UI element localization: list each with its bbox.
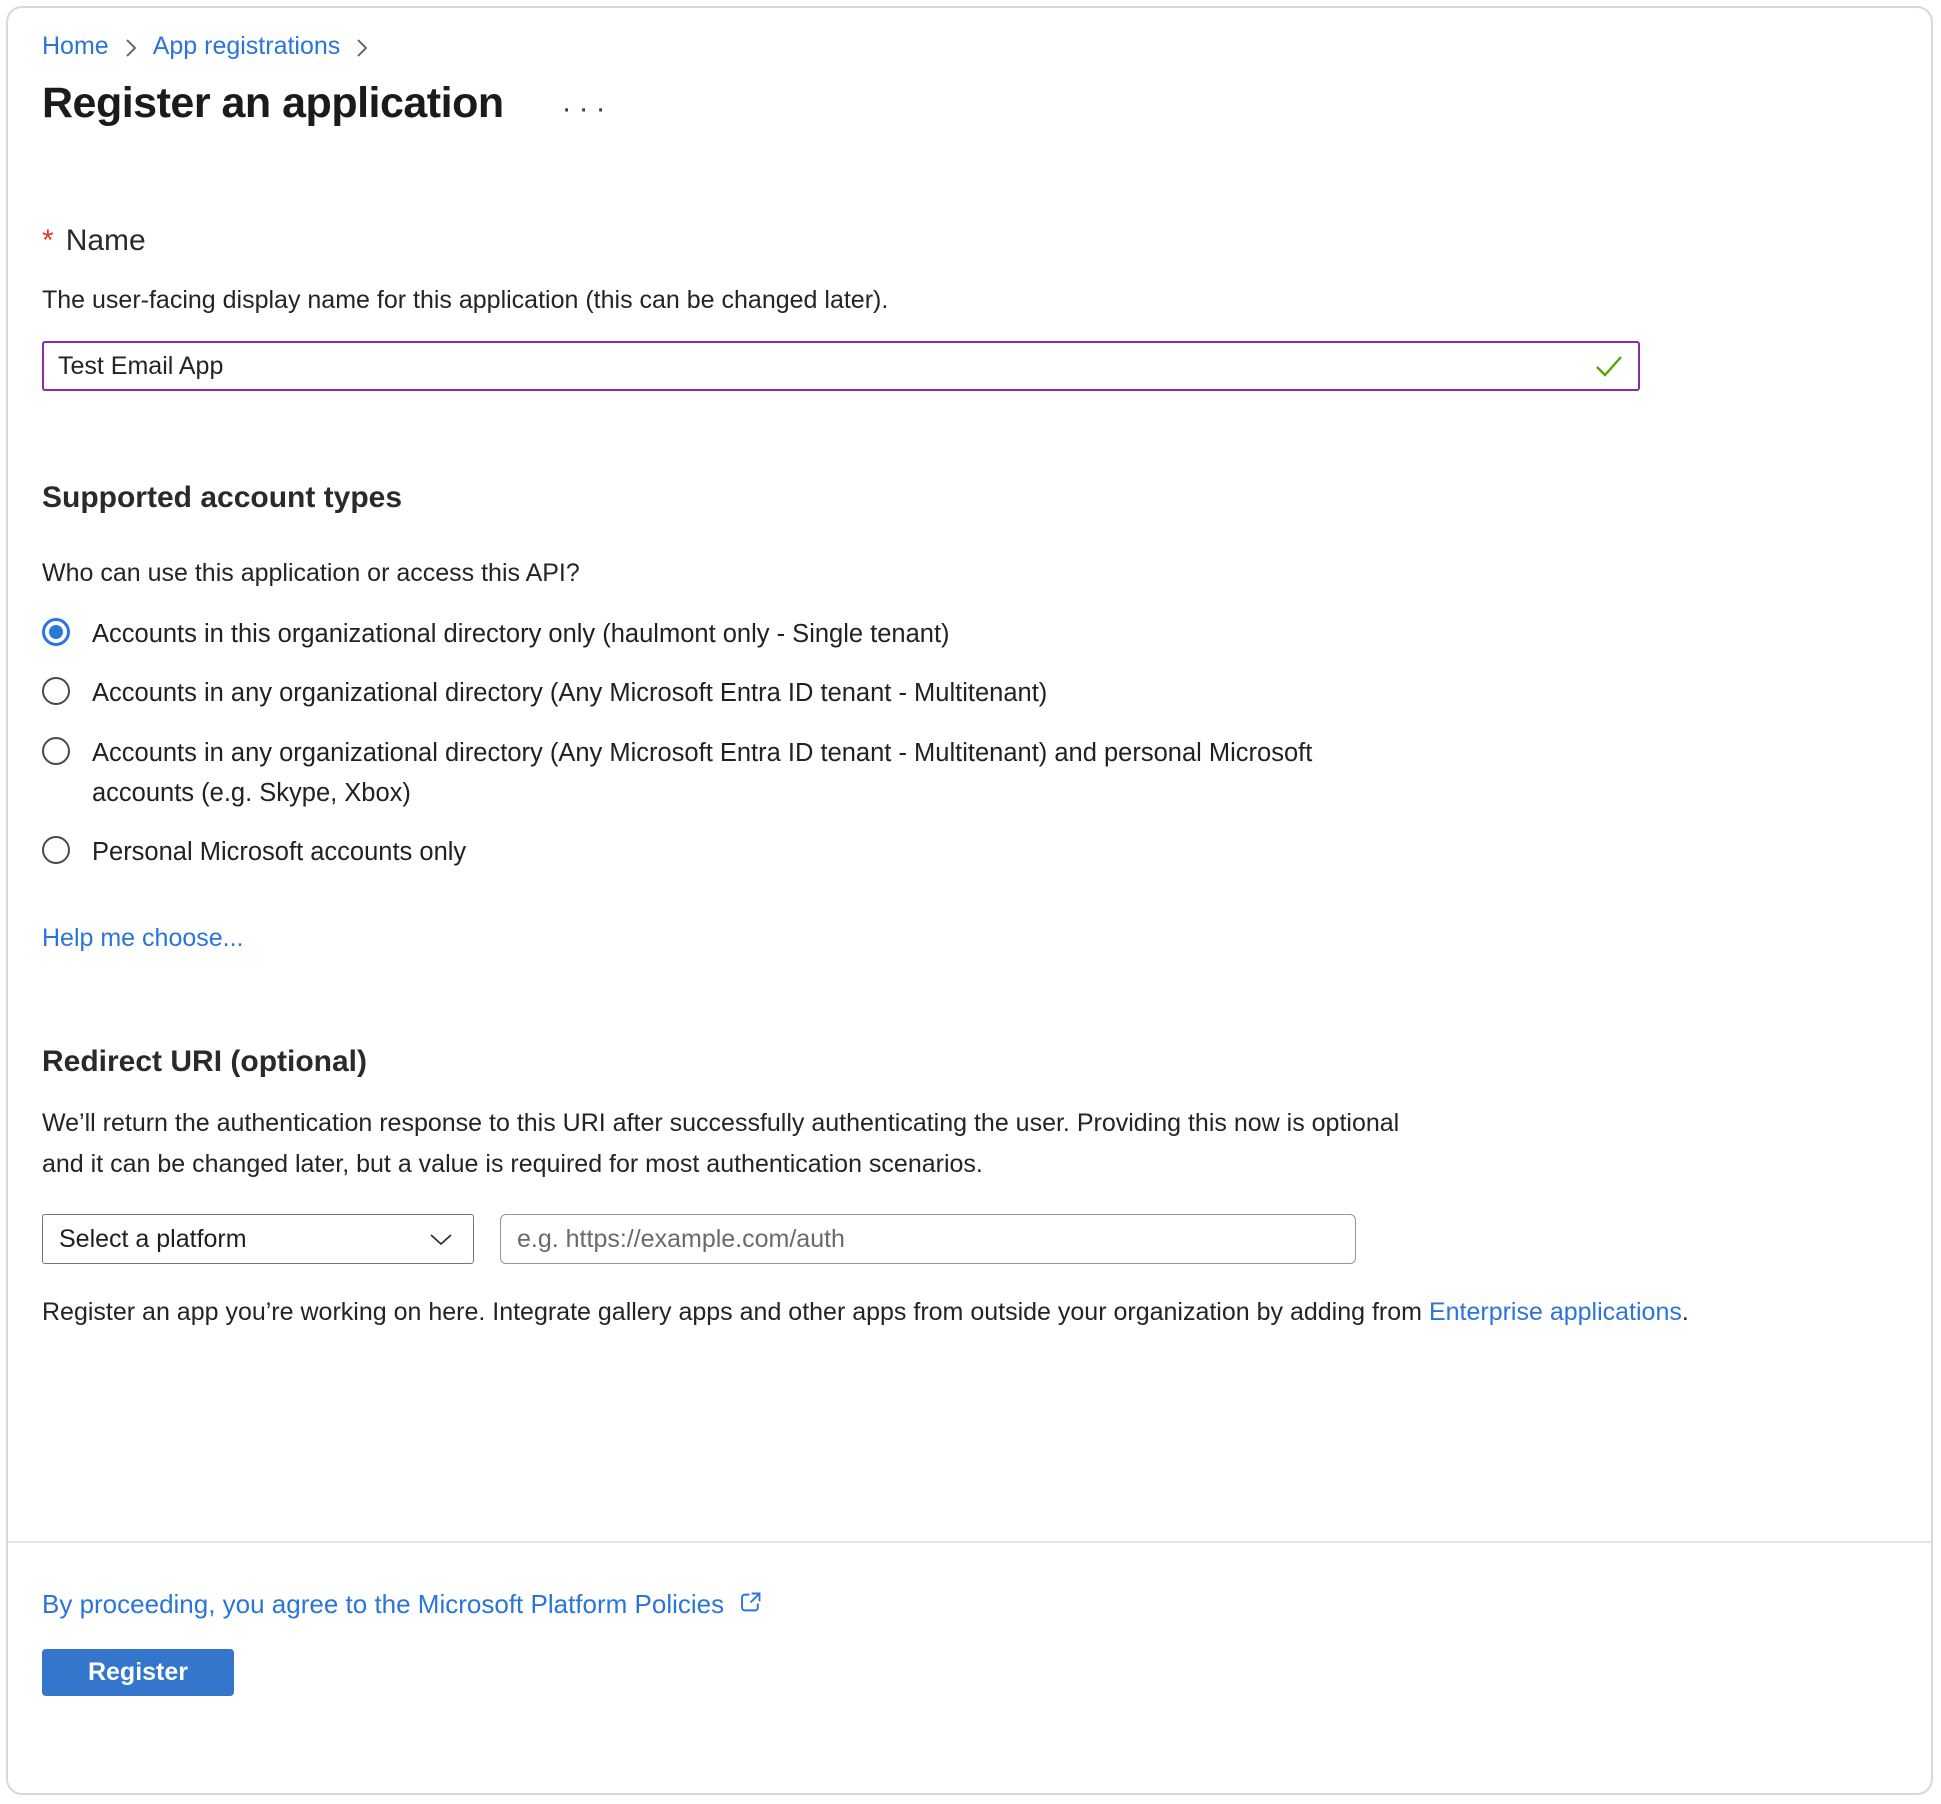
name-section bbox=[42, 224, 1897, 391]
radio-button-icon[interactable] bbox=[42, 737, 70, 765]
enterprise-note-period: . bbox=[1681, 1298, 1689, 1327]
redirect-uri-heading: Redirect URI (optional) bbox=[42, 1045, 368, 1079]
redirect-uri-input[interactable] bbox=[500, 1214, 1356, 1264]
redirect-uri-section bbox=[42, 1045, 1897, 1327]
radio-option-label: Accounts in any organizational directory (Any Microsoft Entra ID tenant - Multitenant) bbox=[92, 679, 1048, 708]
radio-button-icon[interactable] bbox=[42, 618, 70, 646]
breadcrumb-home-link[interactable]: Home bbox=[42, 32, 109, 60]
enterprise-applications-link[interactable]: Enterprise applications bbox=[1428, 1298, 1682, 1327]
footer-divider bbox=[8, 1541, 1931, 1543]
policy-row bbox=[42, 1589, 1897, 1621]
enterprise-apps-note bbox=[42, 1298, 1897, 1327]
supported-account-types-heading: Supported account types bbox=[42, 481, 403, 514]
title-row bbox=[42, 79, 1897, 128]
breadcrumb bbox=[42, 32, 1897, 61]
radio-option-label: Personal Microsoft accounts only bbox=[92, 838, 467, 867]
redirect-uri-description: We’ll return the authentication response to this URI after successfully authenticating the user. Providing this now is optional and it can be changed later, but a value is required for most authentication scenarios. bbox=[42, 1109, 1400, 1178]
breadcrumb-app-registrations-link[interactable]: App registrations bbox=[152, 32, 341, 60]
register-application-panel bbox=[6, 6, 1933, 1795]
more-options-ellipsis-icon[interactable]: ··· bbox=[561, 91, 613, 125]
radio-option-multitenant[interactable] bbox=[42, 673, 1897, 713]
platform-policies-link[interactable]: By proceeding, you agree to the Microsoft Platform Policies bbox=[42, 1589, 725, 1620]
platform-select-value: Select a platform bbox=[59, 1224, 247, 1253]
account-type-radio-group bbox=[42, 614, 1897, 872]
external-link-icon bbox=[737, 1589, 764, 1621]
redirect-uri-controls bbox=[42, 1214, 1897, 1264]
supported-account-types-section bbox=[42, 481, 1897, 953]
chevron-right-icon bbox=[355, 36, 369, 60]
application-name-input[interactable] bbox=[42, 341, 1640, 391]
radio-button-icon[interactable] bbox=[42, 836, 70, 864]
radio-option-label: Accounts in this organizational directory only (haulmont only - Single tenant) bbox=[92, 620, 950, 648]
name-field-description: The user-facing display name for this application (this can be changed later). bbox=[42, 286, 889, 314]
valid-check-icon bbox=[1594, 352, 1624, 385]
page-title: Register an application bbox=[42, 79, 504, 127]
radio-button-icon[interactable] bbox=[42, 677, 70, 705]
register-button[interactable]: Register bbox=[42, 1649, 234, 1696]
help-me-choose-link[interactable]: Help me choose... bbox=[42, 924, 244, 953]
radio-option-single-tenant[interactable] bbox=[42, 614, 1897, 654]
radio-option-multitenant-personal[interactable] bbox=[42, 733, 1897, 814]
radio-option-personal-only[interactable] bbox=[42, 832, 1897, 872]
name-input-wrap bbox=[42, 341, 1640, 391]
platform-select-dropdown[interactable] bbox=[42, 1214, 474, 1264]
name-field-label bbox=[42, 224, 1897, 258]
enterprise-note-text: Register an app you’re working on here. Integrate gallery apps and other apps from outside your organization by adding from bbox=[42, 1298, 1429, 1327]
name-label-text: Name bbox=[65, 224, 146, 257]
account-types-question: Who can use this application or access this API? bbox=[42, 559, 580, 587]
chevron-right-icon bbox=[124, 36, 138, 60]
radio-option-label: Accounts in any organizational directory (Any Microsoft Entra ID tenant - Multitenant) and personal Microsoft accounts (e.g. Skype, Xbox) bbox=[92, 738, 1313, 807]
chevron-down-icon bbox=[429, 1225, 453, 1254]
required-asterisk: * bbox=[42, 224, 54, 257]
